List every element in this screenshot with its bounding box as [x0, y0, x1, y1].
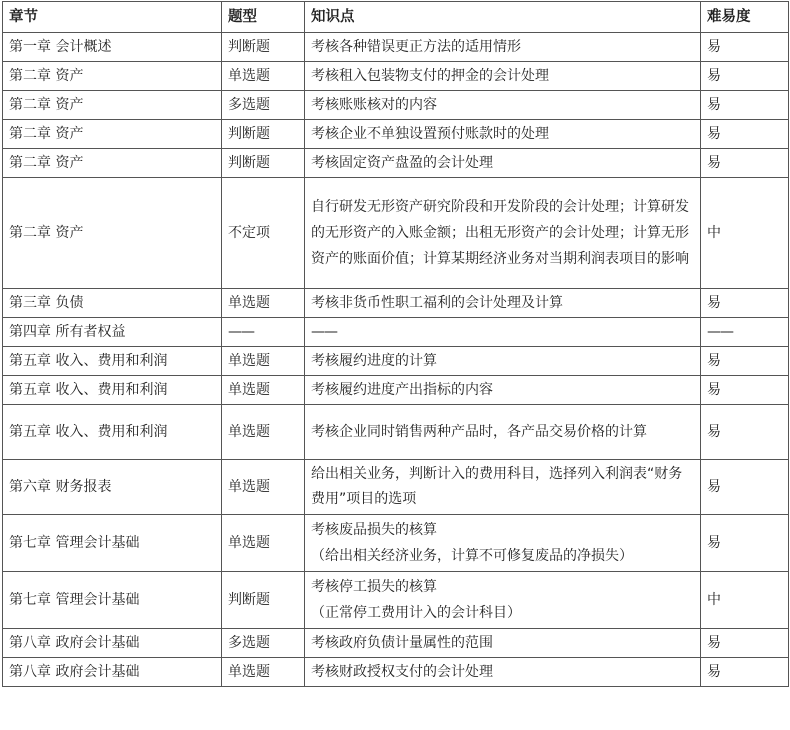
cell-type: 判断题: [222, 572, 305, 629]
cell-chapter: 第五章 收入、费用和利润: [3, 376, 222, 405]
knowledge-table: [2, 1, 789, 687]
table-row: [3, 347, 789, 376]
cell-difficulty: 易: [701, 376, 789, 405]
cell-type: 单选题: [222, 658, 305, 687]
knowledge-line: 考核废品损失的核算: [311, 522, 437, 538]
cell-difficulty: 易: [701, 33, 789, 62]
cell-difficulty: 易: [701, 120, 789, 149]
cell-difficulty: 易: [701, 91, 789, 120]
cell-chapter: 第三章 负债: [3, 289, 222, 318]
table-row: [3, 33, 789, 62]
table-row: [3, 91, 789, 120]
cell-knowledge: 考核账账核对的内容: [305, 91, 701, 120]
table-row: [3, 572, 789, 629]
cell-chapter: 第八章 政府会计基础: [3, 629, 222, 658]
cell-difficulty: 易: [701, 405, 789, 460]
cell-knowledge: 考核政府负债计量属性的范围: [305, 629, 701, 658]
cell-knowledge: 自行研发无形资产研究阶段和开发阶段的会计处理；计算研发的无形资产的入账金额；出租无形资产的会计处理；计算无形资产的账面价值；计算某期经济业务对当期利润表项目的影响: [305, 178, 701, 289]
cell-type: 单选题: [222, 347, 305, 376]
table-row: [3, 120, 789, 149]
table-row: [3, 318, 789, 347]
cell-difficulty: 易: [701, 658, 789, 687]
header-chapter: 章节: [3, 2, 222, 33]
cell-difficulty: 易: [701, 515, 789, 572]
cell-knowledge: [305, 572, 701, 629]
cell-chapter: 第二章 资产: [3, 178, 222, 289]
cell-type: 判断题: [222, 149, 305, 178]
table-row: [3, 62, 789, 91]
cell-chapter: 第四章 所有者权益: [3, 318, 222, 347]
cell-type: 不定项: [222, 178, 305, 289]
cell-knowledge: 给出相关业务，判断计入的费用科目，选择列入利润表“财务费用”项目的选项: [305, 460, 701, 515]
cell-chapter: 第二章 资产: [3, 91, 222, 120]
table-row: [3, 658, 789, 687]
cell-knowledge: 考核各种错误更正方法的适用情形: [305, 33, 701, 62]
header-difficulty: 难易度: [701, 2, 789, 33]
cell-knowledge: 考核企业不单独设置预付账款时的处理: [305, 120, 701, 149]
cell-difficulty: 中: [701, 178, 789, 289]
table-row: [3, 405, 789, 460]
table-row: [3, 149, 789, 178]
cell-type: ——: [222, 318, 305, 347]
cell-knowledge: [305, 515, 701, 572]
cell-knowledge: 考核履约进度的计算: [305, 347, 701, 376]
cell-type: 单选题: [222, 405, 305, 460]
knowledge-line-note: （给出相关经济业务，计算不可修复废品的净损失）: [311, 548, 633, 564]
cell-knowledge: ——: [305, 318, 701, 347]
knowledge-line: 考核停工损失的核算: [311, 579, 437, 595]
knowledge-line-note: （正常停工费用计入的会计科目）: [311, 605, 521, 621]
cell-difficulty: 易: [701, 629, 789, 658]
table-row: [3, 289, 789, 318]
cell-difficulty: 易: [701, 347, 789, 376]
cell-difficulty: ——: [701, 318, 789, 347]
table-row: [3, 460, 789, 515]
cell-type: 单选题: [222, 460, 305, 515]
cell-knowledge: 考核履约进度产出指标的内容: [305, 376, 701, 405]
cell-difficulty: 易: [701, 62, 789, 91]
cell-knowledge: 考核租入包装物支付的押金的会计处理: [305, 62, 701, 91]
cell-knowledge: 考核财政授权支付的会计处理: [305, 658, 701, 687]
cell-type: 单选题: [222, 515, 305, 572]
cell-type: 单选题: [222, 289, 305, 318]
table-row: [3, 515, 789, 572]
cell-difficulty: 易: [701, 289, 789, 318]
table-row: [3, 376, 789, 405]
cell-knowledge: 考核固定资产盘盈的会计处理: [305, 149, 701, 178]
cell-chapter: 第二章 资产: [3, 62, 222, 91]
cell-type: 判断题: [222, 120, 305, 149]
cell-chapter: 第二章 资产: [3, 120, 222, 149]
cell-type: 单选题: [222, 376, 305, 405]
header-row: [3, 2, 789, 33]
header-knowledge: 知识点: [305, 2, 701, 33]
table-row: [3, 629, 789, 658]
header-type: 题型: [222, 2, 305, 33]
cell-difficulty: 中: [701, 572, 789, 629]
cell-chapter: 第一章 会计概述: [3, 33, 222, 62]
cell-chapter: 第六章 财务报表: [3, 460, 222, 515]
cell-knowledge: 考核非货币性职工福利的会计处理及计算: [305, 289, 701, 318]
cell-chapter: 第七章 管理会计基础: [3, 515, 222, 572]
cell-chapter: 第五章 收入、费用和利润: [3, 405, 222, 460]
cell-type: 多选题: [222, 629, 305, 658]
table-row: [3, 178, 789, 289]
cell-knowledge: 考核企业同时销售两种产品时，各产品交易价格的计算: [305, 405, 701, 460]
cell-chapter: 第八章 政府会计基础: [3, 658, 222, 687]
cell-type: 判断题: [222, 33, 305, 62]
cell-chapter: 第五章 收入、费用和利润: [3, 347, 222, 376]
cell-difficulty: 易: [701, 149, 789, 178]
cell-chapter: 第七章 管理会计基础: [3, 572, 222, 629]
cell-chapter: 第二章 资产: [3, 149, 222, 178]
cell-difficulty: 易: [701, 460, 789, 515]
cell-type: 单选题: [222, 62, 305, 91]
cell-type: 多选题: [222, 91, 305, 120]
